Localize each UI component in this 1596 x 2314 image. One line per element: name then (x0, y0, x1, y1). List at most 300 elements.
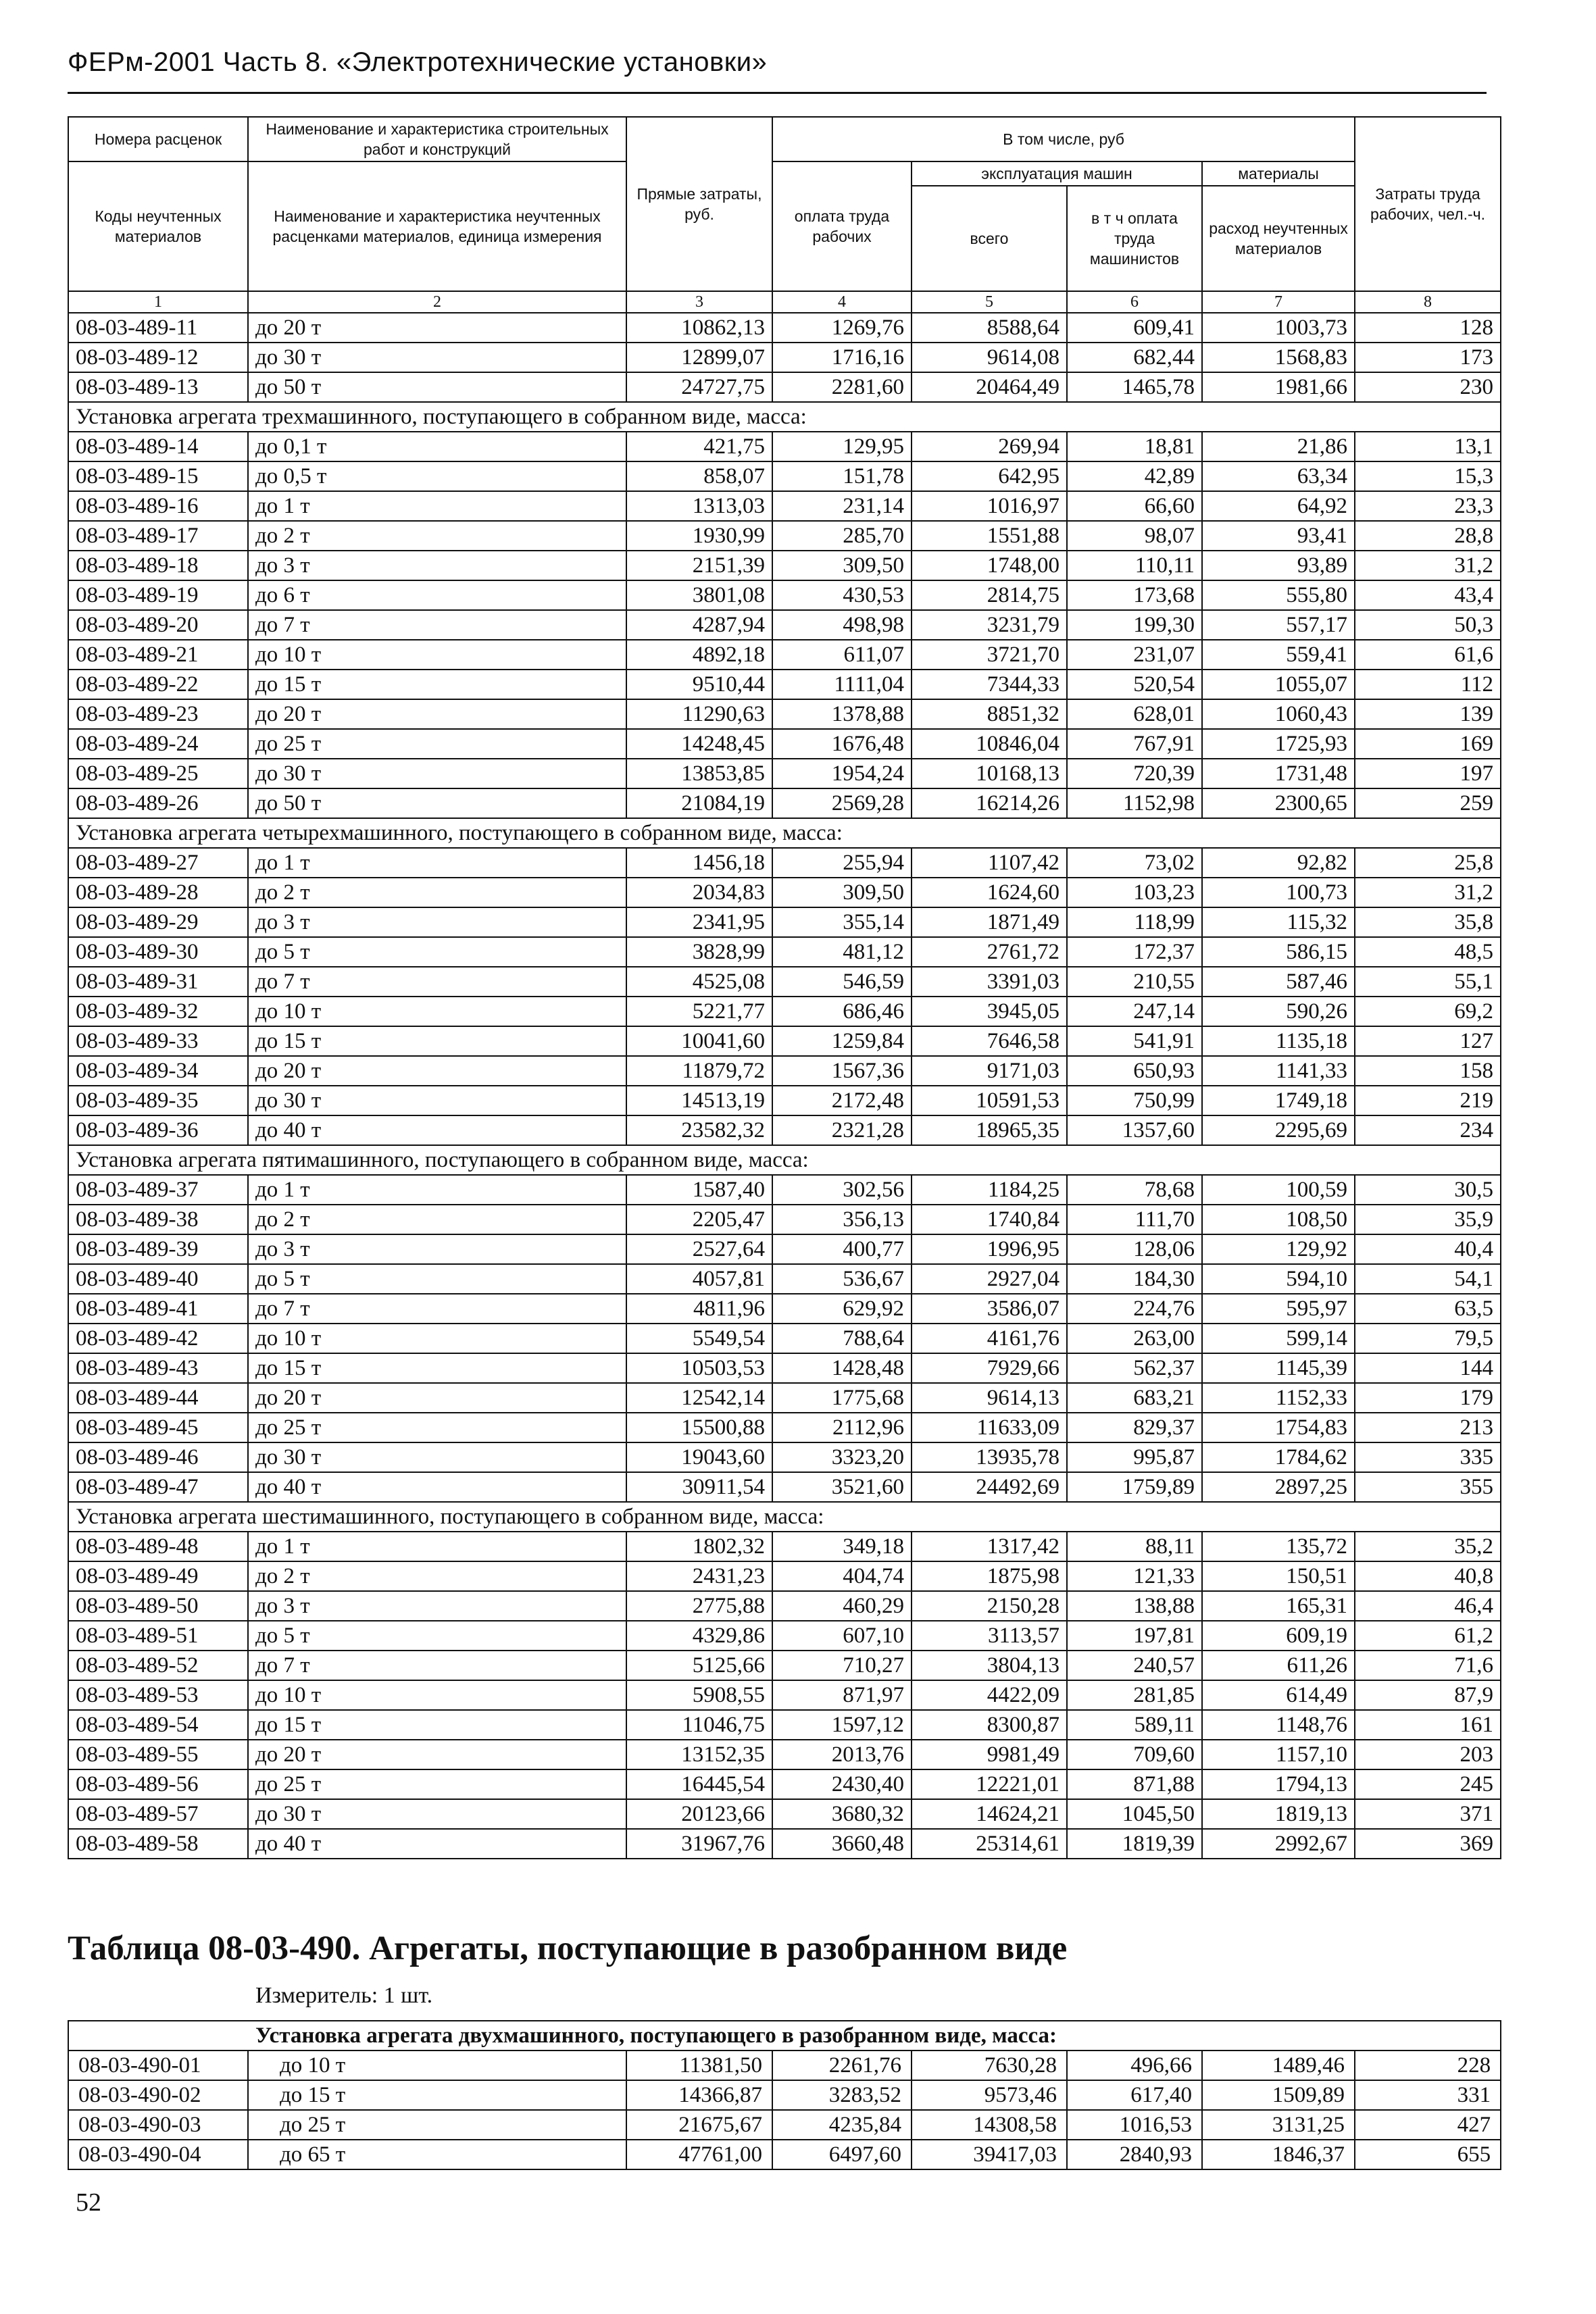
rate-code: 08-03-489-23 (68, 699, 248, 729)
rate-code: 08-03-489-27 (68, 848, 248, 878)
rate-code: 08-03-489-22 (68, 670, 248, 699)
labor-hours: 139 (1355, 699, 1501, 729)
labor-pay: 2430,40 (772, 1769, 912, 1799)
labor-pay: 1259,84 (772, 1026, 912, 1056)
machinists-pay: 628,01 (1067, 699, 1202, 729)
materials-cost: 1489,46 (1202, 2051, 1355, 2080)
rate-code: 08-03-489-38 (68, 1205, 248, 1234)
rate-code: 08-03-489-13 (68, 372, 248, 402)
machines-total: 1016,97 (912, 491, 1067, 521)
labor-hours: 331 (1355, 2080, 1501, 2110)
table-row (68, 1205, 1501, 1234)
machines-total: 24492,69 (912, 1472, 1067, 1502)
labor-hours: 31,2 (1355, 551, 1501, 580)
machinists-pay: 73,02 (1067, 848, 1202, 878)
direct-cost: 5221,77 (626, 997, 772, 1026)
direct-cost: 20123,66 (626, 1799, 772, 1829)
table-row (68, 670, 1501, 699)
direct-cost: 13152,35 (626, 1740, 772, 1769)
section-row (68, 1145, 1501, 1175)
machines-total: 2761,72 (912, 937, 1067, 967)
mass-range: до 15 т (248, 1710, 626, 1740)
labor-hours: 50,3 (1355, 610, 1501, 640)
labor-hours: 40,4 (1355, 1234, 1501, 1264)
labor-pay: 1676,48 (772, 729, 912, 759)
machines-total: 9981,49 (912, 1740, 1067, 1769)
machinists-pay: 589,11 (1067, 1710, 1202, 1740)
labor-hours: 128 (1355, 313, 1501, 343)
direct-cost: 13853,85 (626, 759, 772, 788)
section-row (68, 818, 1501, 848)
col-materials: материалы (1202, 161, 1355, 186)
machines-total: 9614,13 (912, 1383, 1067, 1413)
direct-cost: 2034,83 (626, 878, 772, 907)
mass-range: до 20 т (248, 1056, 626, 1086)
direct-cost: 14366,87 (626, 2080, 772, 2110)
machines-total: 7646,58 (912, 1026, 1067, 1056)
measure-unit: Измеритель: 1 шт. (255, 1983, 433, 2008)
col-name-top: Наименование и характеристика строительных работ и конструкций (248, 117, 626, 161)
labor-hours: 228 (1355, 2051, 1501, 2080)
table-row (68, 551, 1501, 580)
col-labor-pay: оплата труда рабочих (772, 161, 912, 291)
machinists-pay: 78,68 (1067, 1175, 1202, 1205)
col-index: 5 (912, 291, 1067, 313)
direct-cost: 30911,54 (626, 1472, 772, 1502)
mass-range: до 30 т (248, 343, 626, 372)
direct-cost: 11879,72 (626, 1056, 772, 1086)
machines-total: 8851,32 (912, 699, 1067, 729)
labor-hours: 40,8 (1355, 1561, 1501, 1591)
materials-cost: 100,59 (1202, 1175, 1355, 1205)
table-row (68, 937, 1501, 967)
labor-hours: 61,6 (1355, 640, 1501, 670)
labor-pay: 607,10 (772, 1621, 912, 1651)
table-row (68, 1799, 1501, 1829)
mass-range: до 5 т (248, 937, 626, 967)
direct-cost: 23582,32 (626, 1115, 772, 1145)
labor-pay: 498,98 (772, 610, 912, 640)
machinists-pay: 197,81 (1067, 1621, 1202, 1651)
machines-total: 2814,75 (912, 580, 1067, 610)
rate-code: 08-03-489-32 (68, 997, 248, 1026)
machines-total: 8300,87 (912, 1710, 1067, 1740)
labor-hours: 369 (1355, 1829, 1501, 1859)
table-row (68, 491, 1501, 521)
direct-cost: 4525,08 (626, 967, 772, 997)
labor-pay: 1378,88 (772, 699, 912, 729)
materials-cost: 93,89 (1202, 551, 1355, 580)
section-row (68, 402, 1501, 432)
machines-total: 9573,46 (912, 2080, 1067, 2110)
labor-pay: 356,13 (772, 1205, 912, 1234)
rate-code: 08-03-489-56 (68, 1769, 248, 1799)
labor-pay: 3283,52 (772, 2080, 912, 2110)
direct-cost: 3828,99 (626, 937, 772, 967)
rate-code: 08-03-489-25 (68, 759, 248, 788)
direct-cost: 10041,60 (626, 1026, 772, 1056)
labor-hours: 35,2 (1355, 1532, 1501, 1561)
materials-cost: 590,26 (1202, 997, 1355, 1026)
rate-code: 08-03-489-39 (68, 1234, 248, 1264)
labor-hours: 35,8 (1355, 907, 1501, 937)
materials-cost: 1846,37 (1202, 2140, 1355, 2169)
rate-code: 08-03-489-53 (68, 1680, 248, 1710)
machines-total: 1107,42 (912, 848, 1067, 878)
mass-range: до 6 т (248, 580, 626, 610)
labor-pay: 481,12 (772, 937, 912, 967)
table-row (68, 1472, 1501, 1502)
labor-hours: 55,1 (1355, 967, 1501, 997)
rate-code: 08-03-489-21 (68, 640, 248, 670)
materials-cost: 1725,93 (1202, 729, 1355, 759)
labor-hours: 61,2 (1355, 1621, 1501, 1651)
mass-range: до 0,1 т (248, 432, 626, 461)
direct-cost: 2431,23 (626, 1561, 772, 1591)
labor-pay: 404,74 (772, 1561, 912, 1591)
col-direct: Прямые затраты, руб. (626, 117, 772, 291)
mass-range: до 3 т (248, 1234, 626, 1264)
machines-total: 18965,35 (912, 1115, 1067, 1145)
machinists-pay: 829,37 (1067, 1413, 1202, 1442)
machines-total: 1551,88 (912, 521, 1067, 551)
rates-table-490 (68, 2020, 1501, 2170)
machines-total: 642,95 (912, 461, 1067, 491)
rates-table-490-body (68, 2021, 1501, 2169)
machinists-pay: 224,76 (1067, 1294, 1202, 1324)
direct-cost: 4892,18 (626, 640, 772, 670)
labor-hours: 144 (1355, 1353, 1501, 1383)
mass-range: до 10 т (248, 997, 626, 1026)
labor-hours: 71,6 (1355, 1651, 1501, 1680)
direct-cost: 16445,54 (626, 1769, 772, 1799)
machines-total: 2150,28 (912, 1591, 1067, 1621)
labor-pay: 349,18 (772, 1532, 912, 1561)
rate-code: 08-03-489-35 (68, 1086, 248, 1115)
mass-range: до 1 т (248, 491, 626, 521)
col-machines-total: всего (912, 186, 1067, 291)
machinists-pay: 541,91 (1067, 1026, 1202, 1056)
materials-cost: 1509,89 (1202, 2080, 1355, 2110)
direct-cost: 421,75 (626, 432, 772, 461)
machines-total: 13935,78 (912, 1442, 1067, 1472)
materials-cost: 614,49 (1202, 1680, 1355, 1710)
labor-pay: 1567,36 (772, 1056, 912, 1086)
labor-hours: 197 (1355, 759, 1501, 788)
rate-code: 08-03-489-42 (68, 1324, 248, 1353)
col-machines: эксплуатация машин (912, 161, 1202, 186)
machinists-pay: 1045,50 (1067, 1799, 1202, 1829)
table-row (68, 699, 1501, 729)
labor-hours: 161 (1355, 1710, 1501, 1740)
machines-total: 3804,13 (912, 1651, 1067, 1680)
materials-cost: 587,46 (1202, 967, 1355, 997)
machinists-pay: 767,91 (1067, 729, 1202, 759)
labor-hours: 112 (1355, 670, 1501, 699)
direct-cost: 2341,95 (626, 907, 772, 937)
section-row (68, 1502, 1501, 1532)
materials-cost: 557,17 (1202, 610, 1355, 640)
machinists-pay: 210,55 (1067, 967, 1202, 997)
labor-pay: 460,29 (772, 1591, 912, 1621)
machines-total: 1748,00 (912, 551, 1067, 580)
table-row (68, 1264, 1501, 1294)
mass-range: до 30 т (248, 759, 626, 788)
machines-total: 3391,03 (912, 967, 1067, 997)
materials-cost: 150,51 (1202, 1561, 1355, 1591)
mass-range: до 15 т (248, 1353, 626, 1383)
mass-range: до 10 т (248, 1324, 626, 1353)
mass-range: до 15 т (248, 670, 626, 699)
materials-cost: 609,19 (1202, 1621, 1355, 1651)
materials-cost: 2295,69 (1202, 1115, 1355, 1145)
section-heading: Установка агрегата шестимашинного, поступающего в собранном виде, масса: (68, 1502, 1501, 1532)
materials-cost: 2300,65 (1202, 788, 1355, 818)
mass-range: до 40 т (248, 1472, 626, 1502)
materials-cost: 611,26 (1202, 1651, 1355, 1680)
machines-total: 9614,08 (912, 343, 1067, 372)
table-row (68, 343, 1501, 372)
rate-code: 08-03-489-50 (68, 1591, 248, 1621)
rate-code: 08-03-489-33 (68, 1026, 248, 1056)
section-heading: Установка агрегата трехмашинного, поступающего в собранном виде, масса: (68, 402, 1501, 432)
direct-cost: 11046,75 (626, 1710, 772, 1740)
machinists-pay: 172,37 (1067, 937, 1202, 967)
rate-code: 08-03-489-16 (68, 491, 248, 521)
rate-code: 08-03-489-28 (68, 878, 248, 907)
labor-hours: 179 (1355, 1383, 1501, 1413)
mass-range: до 3 т (248, 907, 626, 937)
labor-pay: 2013,76 (772, 1740, 912, 1769)
machines-total: 269,94 (912, 432, 1067, 461)
machinists-pay: 281,85 (1067, 1680, 1202, 1710)
section-heading: Установка агрегата двухмашинного, поступающего в разобранном виде, масса: (68, 2021, 1501, 2051)
machinists-pay: 1152,98 (1067, 788, 1202, 818)
materials-cost: 1784,62 (1202, 1442, 1355, 1472)
rate-code: 08-03-489-41 (68, 1294, 248, 1324)
rate-code: 08-03-489-26 (68, 788, 248, 818)
rate-code: 08-03-489-11 (68, 313, 248, 343)
labor-hours: 245 (1355, 1769, 1501, 1799)
table-row (68, 1383, 1501, 1413)
machinists-pay: 709,60 (1067, 1740, 1202, 1769)
materials-cost: 555,80 (1202, 580, 1355, 610)
machines-total: 10168,13 (912, 759, 1067, 788)
col-index: 1 (68, 291, 248, 313)
direct-cost: 14248,45 (626, 729, 772, 759)
machines-total: 20464,49 (912, 372, 1067, 402)
machinists-pay: 683,21 (1067, 1383, 1202, 1413)
materials-cost: 135,72 (1202, 1532, 1355, 1561)
machines-total: 14624,21 (912, 1799, 1067, 1829)
labor-hours: 169 (1355, 729, 1501, 759)
materials-cost: 2897,25 (1202, 1472, 1355, 1502)
rate-code: 08-03-490-04 (68, 2140, 248, 2169)
table-row (68, 2080, 1501, 2110)
table-row (68, 907, 1501, 937)
labor-hours: 43,4 (1355, 580, 1501, 610)
labor-hours: 54,1 (1355, 1264, 1501, 1294)
rate-code: 08-03-489-17 (68, 521, 248, 551)
labor-pay: 1428,48 (772, 1353, 912, 1383)
machinists-pay: 199,30 (1067, 610, 1202, 640)
mass-range: до 25 т (248, 1413, 626, 1442)
materials-cost: 559,41 (1202, 640, 1355, 670)
labor-pay: 309,50 (772, 551, 912, 580)
labor-pay: 1716,16 (772, 343, 912, 372)
mass-range: до 20 т (248, 699, 626, 729)
direct-cost: 1930,99 (626, 521, 772, 551)
table-row (68, 1769, 1501, 1799)
labor-pay: 6497,60 (772, 2140, 912, 2169)
labor-hours: 46,4 (1355, 1591, 1501, 1621)
machinists-pay: 720,39 (1067, 759, 1202, 788)
labor-hours: 234 (1355, 1115, 1501, 1145)
rate-code: 08-03-489-44 (68, 1383, 248, 1413)
labor-hours: 63,5 (1355, 1294, 1501, 1324)
labor-pay: 3323,20 (772, 1442, 912, 1472)
machines-total: 1871,49 (912, 907, 1067, 937)
direct-cost: 2775,88 (626, 1591, 772, 1621)
labor-pay: 1111,04 (772, 670, 912, 699)
materials-cost: 64,92 (1202, 491, 1355, 521)
mass-range: до 25 т (248, 729, 626, 759)
materials-cost: 1568,83 (1202, 343, 1355, 372)
table-row (68, 610, 1501, 640)
machines-total: 2927,04 (912, 1264, 1067, 1294)
labor-pay: 355,14 (772, 907, 912, 937)
mass-range: до 2 т (248, 521, 626, 551)
machinists-pay: 231,07 (1067, 640, 1202, 670)
labor-hours: 173 (1355, 343, 1501, 372)
machines-total: 14308,58 (912, 2110, 1067, 2140)
machinists-pay: 184,30 (1067, 1264, 1202, 1294)
rate-code: 08-03-489-43 (68, 1353, 248, 1383)
rate-code: 08-03-489-54 (68, 1710, 248, 1740)
materials-cost: 2992,67 (1202, 1829, 1355, 1859)
direct-cost: 4811,96 (626, 1294, 772, 1324)
labor-hours: 79,5 (1355, 1324, 1501, 1353)
rate-code: 08-03-490-01 (68, 2051, 248, 2080)
machines-total: 1740,84 (912, 1205, 1067, 1234)
labor-hours: 219 (1355, 1086, 1501, 1115)
rate-code: 08-03-490-02 (68, 2080, 248, 2110)
table-row (68, 461, 1501, 491)
page-number: 52 (76, 2188, 101, 2217)
machines-total: 1996,95 (912, 1234, 1067, 1264)
rate-code: 08-03-490-03 (68, 2110, 248, 2140)
labor-pay: 3521,60 (772, 1472, 912, 1502)
materials-cost: 165,31 (1202, 1591, 1355, 1621)
materials-cost: 108,50 (1202, 1205, 1355, 1234)
machines-total: 1624,60 (912, 878, 1067, 907)
rate-code: 08-03-489-20 (68, 610, 248, 640)
mass-range: до 1 т (248, 1532, 626, 1561)
section-heading: Установка агрегата четырехмашинного, поступающего в собранном виде, масса: (68, 818, 1501, 848)
col-labor: Затраты труда рабочих, чел.-ч. (1355, 117, 1501, 291)
direct-cost: 14513,19 (626, 1086, 772, 1115)
table-row (68, 1175, 1501, 1205)
machinists-pay: 617,40 (1067, 2080, 1202, 2110)
table-row (68, 372, 1501, 402)
machines-total: 8588,64 (912, 313, 1067, 343)
machinists-pay: 128,06 (1067, 1234, 1202, 1264)
col-codes-top: Номера расценок (68, 117, 248, 161)
rate-code: 08-03-489-24 (68, 729, 248, 759)
rate-code: 08-03-489-30 (68, 937, 248, 967)
table-row (68, 580, 1501, 610)
direct-cost: 19043,60 (626, 1442, 772, 1472)
mass-range: до 30 т (248, 1799, 626, 1829)
direct-cost: 2205,47 (626, 1205, 772, 1234)
machinists-pay: 111,70 (1067, 1205, 1202, 1234)
materials-cost: 595,97 (1202, 1294, 1355, 1324)
table-row (68, 1234, 1501, 1264)
direct-cost: 1456,18 (626, 848, 772, 878)
table-row (68, 1115, 1501, 1145)
materials-cost: 1003,73 (1202, 313, 1355, 343)
table-row (68, 432, 1501, 461)
table-row (68, 1561, 1501, 1591)
machinists-pay: 750,99 (1067, 1086, 1202, 1115)
machinists-pay: 247,14 (1067, 997, 1202, 1026)
machines-total: 4161,76 (912, 1324, 1067, 1353)
mass-range: до 1 т (248, 848, 626, 878)
machinists-pay: 871,88 (1067, 1769, 1202, 1799)
col-index: 3 (626, 291, 772, 313)
labor-pay: 1775,68 (772, 1383, 912, 1413)
machinists-pay: 682,44 (1067, 343, 1202, 372)
rate-code: 08-03-489-47 (68, 1472, 248, 1502)
labor-hours: 371 (1355, 1799, 1501, 1829)
direct-cost: 21675,67 (626, 2110, 772, 2140)
rate-code: 08-03-489-52 (68, 1651, 248, 1680)
direct-cost: 858,07 (626, 461, 772, 491)
labor-pay: 788,64 (772, 1324, 912, 1353)
labor-pay: 285,70 (772, 521, 912, 551)
direct-cost: 31967,76 (626, 1829, 772, 1859)
table-row (68, 313, 1501, 343)
direct-cost: 24727,75 (626, 372, 772, 402)
machines-total: 3586,07 (912, 1294, 1067, 1324)
labor-hours: 28,8 (1355, 521, 1501, 551)
table-row (68, 878, 1501, 907)
machines-total: 9171,03 (912, 1056, 1067, 1086)
table-row (68, 2110, 1501, 2140)
labor-pay: 546,59 (772, 967, 912, 997)
table-row (68, 1086, 1501, 1115)
mass-range: до 5 т (248, 1621, 626, 1651)
labor-hours: 23,3 (1355, 491, 1501, 521)
machines-total: 4422,09 (912, 1680, 1067, 1710)
machinists-pay: 42,89 (1067, 461, 1202, 491)
table-title: Таблица 08-03-490. Агрегаты, поступающие в разобранном виде (68, 1930, 1068, 1967)
labor-pay: 255,94 (772, 848, 912, 878)
labor-hours: 69,2 (1355, 997, 1501, 1026)
table-row (68, 1680, 1501, 1710)
mass-range: до 15 т (248, 1026, 626, 1056)
machinists-pay: 121,33 (1067, 1561, 1202, 1591)
labor-hours: 48,5 (1355, 937, 1501, 967)
direct-cost: 4057,81 (626, 1264, 772, 1294)
machinists-pay: 173,68 (1067, 580, 1202, 610)
mass-range: до 15 т (248, 2080, 626, 2110)
mass-range: до 10 т (248, 1680, 626, 1710)
labor-pay: 1597,12 (772, 1710, 912, 1740)
table-row (68, 1353, 1501, 1383)
table-row (68, 729, 1501, 759)
materials-cost: 1754,83 (1202, 1413, 1355, 1442)
